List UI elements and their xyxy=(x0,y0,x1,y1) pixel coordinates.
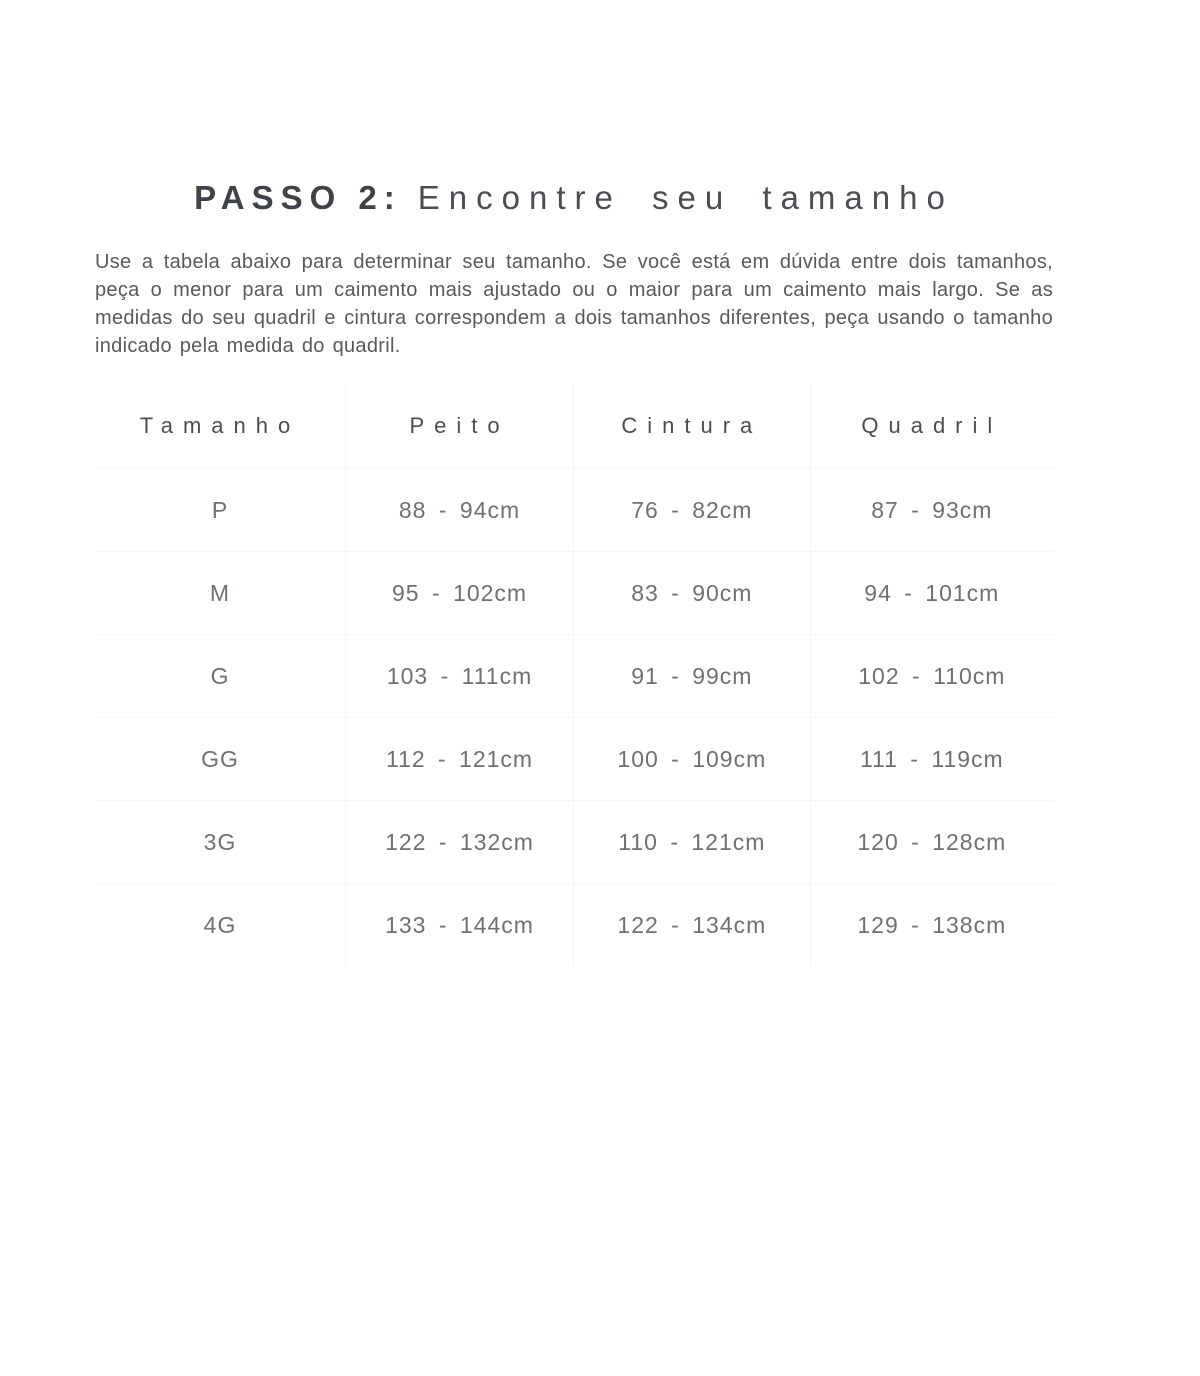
column-header-tamanho: Tamanho xyxy=(139,413,301,438)
peito-value: 112 - 121cm xyxy=(345,718,573,800)
size-label: 3G xyxy=(203,828,237,855)
table-row-3g xyxy=(95,800,1053,883)
quadril-value: 94 - 101cm xyxy=(810,552,1053,634)
title-main-label: Encontre seu tamanho xyxy=(417,179,954,216)
table-row-p xyxy=(95,468,1053,551)
cintura-value: 100 - 109cm xyxy=(573,718,810,800)
cintura-value: 122 - 134cm xyxy=(573,884,810,966)
size-guide-page xyxy=(0,176,1200,1376)
size-table-header-row xyxy=(95,384,1053,468)
peito-value: 133 - 144cm xyxy=(345,884,573,966)
cintura-value: 83 - 90cm xyxy=(573,552,810,634)
table-row-gg xyxy=(95,717,1053,800)
table-row-m xyxy=(95,551,1053,634)
cintura-value: 76 - 82cm xyxy=(573,469,810,551)
content-container xyxy=(95,176,1053,966)
column-header-peito: Peito xyxy=(345,384,573,468)
quadril-value: 129 - 138cm xyxy=(810,884,1053,966)
peito-value: 122 - 132cm xyxy=(345,801,573,883)
peito-value: 103 - 111cm xyxy=(345,635,573,717)
cintura-value: 91 - 99cm xyxy=(573,635,810,717)
table-row-g xyxy=(95,634,1053,717)
title-step-label: PASSO 2: xyxy=(194,179,402,216)
size-label: G xyxy=(210,662,230,689)
quadril-value: 120 - 128cm xyxy=(810,801,1053,883)
table-row-4g xyxy=(95,883,1053,966)
size-label: M xyxy=(209,579,231,606)
quadril-value: 102 - 110cm xyxy=(810,635,1053,717)
column-header-cintura: Cintura xyxy=(573,384,810,468)
page-title xyxy=(95,176,1053,220)
peito-value: 95 - 102cm xyxy=(345,552,573,634)
quadril-value: 87 - 93cm xyxy=(810,469,1053,551)
size-label: 4G xyxy=(203,911,237,938)
quadril-value: 111 - 119cm xyxy=(810,718,1053,800)
peito-value: 88 - 94cm xyxy=(345,469,573,551)
size-label: GG xyxy=(201,745,239,772)
cintura-value: 110 - 121cm xyxy=(573,801,810,883)
size-table xyxy=(95,384,1053,966)
column-header-quadril: Quadril xyxy=(810,384,1053,468)
size-label: P xyxy=(211,496,229,523)
intro-paragraph: Use a tabela abaixo para determinar seu tamanho. Se você está em dúvida entre dois tamanhos, peça o menor para um caimento mais ajustado ou o maior para um caimento mais largo. Se as medidas do seu quadril e cintura correspondem a dois tamanhos diferentes, peça usando o tamanho indicado pela medida do quadril. xyxy=(95,251,1053,357)
